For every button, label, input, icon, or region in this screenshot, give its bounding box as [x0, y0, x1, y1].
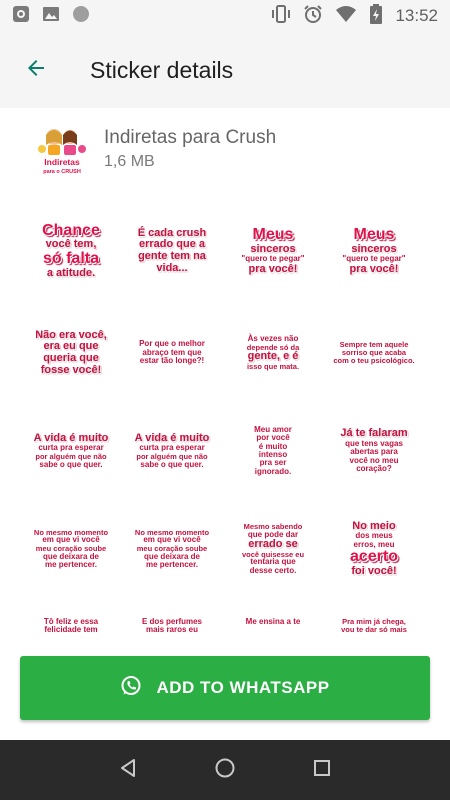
sticker-text-line: Meus [252, 225, 294, 243]
sticker-text-line: dos meus [355, 531, 393, 541]
sticker-item[interactable] [230, 206, 316, 296]
sticker-text-line: em que vi você [143, 535, 201, 545]
pack-header [0, 118, 450, 180]
status-bar [0, 0, 450, 32]
sticker-item[interactable] [230, 608, 316, 648]
sticker-text-line: errado se [248, 538, 298, 551]
sticker-text-line: No mesmo momento [33, 527, 109, 537]
sticker-text-line: abertas para [350, 447, 398, 457]
sticker-text-line: coração? [356, 464, 392, 474]
sticker-text-line: me pertencer. [44, 560, 98, 570]
sticker-text-line: "quero te pegar" [342, 254, 406, 264]
bottom-area [0, 648, 450, 740]
sticker-item[interactable] [331, 504, 417, 594]
sticker-item[interactable] [28, 206, 114, 296]
sticker-text-line: a atitude. [46, 266, 96, 279]
pack-logo [36, 123, 88, 175]
sticker-text-line: A vida é muito [33, 431, 109, 444]
sticker-text-line: curta pra esperar [38, 443, 104, 453]
sticker-text-line: por você [256, 433, 290, 443]
sticker-item[interactable] [28, 608, 114, 648]
sticker-text-line: intenso [258, 450, 288, 459]
sticker-text-line: E dos perfumes [141, 617, 202, 626]
sticker-text-line: gente tem na [138, 250, 206, 262]
sticker-item[interactable] [230, 504, 316, 594]
sticker-text-line: Chance [42, 221, 100, 239]
sticker-item[interactable] [129, 608, 215, 648]
sticker-text-line: pra você! [248, 262, 298, 275]
home-circle-icon [214, 757, 236, 784]
sticker-text-line: abraço tem que [142, 347, 202, 357]
sticker-text-line: Sempre tem aquele [339, 340, 409, 350]
recents-square-icon [311, 757, 333, 784]
sticker-text-line: você no meu [349, 455, 399, 465]
sticker-text-line: é muito [258, 441, 288, 451]
image-icon [42, 5, 60, 28]
sticker-text-line: você tem, [45, 238, 97, 251]
sticker-text-line: era eu que [43, 340, 99, 353]
sticker-text-line: A vida é muito [134, 431, 210, 444]
sticker-item[interactable] [331, 206, 417, 296]
nav-bar [0, 740, 450, 800]
back-triangle-icon [117, 757, 139, 784]
svg-text:para o CRUSH: para o CRUSH [43, 169, 81, 175]
vibrate-icon [271, 5, 291, 28]
sticker-text-line: isso que mata. [246, 361, 300, 371]
sticker-text-line: Meu amor [254, 424, 292, 434]
sticker-item[interactable] [28, 406, 114, 496]
sticker-text-line: fosse você! [40, 363, 102, 376]
sticker-text-line: que deixara de [143, 551, 201, 561]
sticker-text-line: estar tão longe?! [139, 356, 205, 366]
battery-icon [369, 4, 383, 29]
sticker-text-line: que deixara de [42, 551, 100, 561]
sticker-text-line: vou te dar só mais [341, 624, 407, 634]
sticker-item[interactable] [331, 608, 417, 648]
nav-back-button[interactable] [108, 750, 148, 790]
svg-text:Indiretas: Indiretas [44, 157, 80, 167]
status-time: 13:52 [395, 6, 438, 25]
circle-icon [72, 5, 90, 28]
sticker-text-line: erros, meu [353, 539, 395, 549]
whatsapp-icon [120, 675, 142, 702]
pack-size: 1,6 MB [104, 153, 155, 170]
page-title: Sticker details [90, 56, 234, 83]
add-to-whatsapp-label: ADD TO WHATSAPP [156, 678, 330, 697]
sticker-text-line: ignorado. [254, 466, 292, 476]
sticker-item[interactable] [129, 308, 215, 398]
sticker-text-line: Não era você, [35, 328, 107, 341]
pack-name: Indiretas para Crush [104, 127, 277, 148]
sticker-text-line: Meus [353, 225, 395, 243]
sticker-text-line: sinceros [351, 242, 397, 255]
sticker-text-line: Por que o melhor [139, 339, 205, 349]
sticker-item[interactable] [129, 504, 215, 594]
sticker-text-line: que tens vagas [345, 438, 403, 448]
sticker-item[interactable] [331, 406, 417, 496]
sticker-text-line: curta pra esperar [139, 443, 205, 453]
sticker-text-line: Às vezes não [247, 334, 299, 344]
sticker-text-line: foi você! [351, 564, 397, 577]
sticker-text-line: sinceros [250, 242, 296, 255]
sticker-item[interactable] [28, 308, 114, 398]
sticker-text-line: pra você! [349, 262, 399, 275]
sticker-item[interactable] [331, 308, 417, 398]
sticker-text-line: pra ser [259, 458, 287, 468]
sticker-text-line: Tô feliz e essa [43, 617, 99, 626]
sticker-text-line: desse certo. [249, 565, 297, 575]
sticker-text-line: felicidade tem [44, 625, 98, 635]
sticker-text-line: depende só da [246, 342, 300, 352]
sticker-grid [0, 200, 450, 648]
back-button[interactable] [12, 46, 60, 94]
sticker-text-line: só falta [42, 250, 99, 267]
sticker-text-line: Me ensina a te [245, 617, 301, 626]
sticker-item[interactable] [129, 206, 215, 296]
sticker-text-line: acerto [349, 547, 399, 565]
status-left [12, 5, 90, 28]
sticker-text-line: sabe o que quer. [140, 459, 204, 469]
app-bar [0, 32, 450, 108]
sticker-text-line: Já te falaram [340, 427, 408, 440]
sticker-text-line: por alguém que não [136, 451, 208, 461]
sticker-text-line: meu coração soube [136, 543, 208, 553]
sticker-item[interactable] [230, 308, 316, 398]
sticker-text-line: gente, e é [247, 350, 299, 363]
sticker-text-line: por alguém que não [35, 451, 107, 461]
sticker-text-line: É cada crush [137, 226, 207, 239]
sticker-text-line: No mesmo momento [134, 527, 210, 537]
sticker-text-line: em que vi você [42, 535, 100, 545]
sticker-text-line: No meio [352, 519, 396, 532]
sticker-text-line: errado que a [138, 238, 206, 251]
sticker-text-line: com o teu psicológico. [333, 355, 415, 365]
sticker-text-line: tentaria que [250, 557, 296, 567]
sticker-text-line: Pra mim já chega, [342, 617, 406, 626]
sticker-text-line: sabe o que quer. [39, 459, 103, 469]
add-to-whatsapp-button[interactable] [20, 656, 430, 720]
sticker-text-line: sorriso que acaba [341, 348, 407, 358]
sticker-item[interactable] [230, 406, 316, 496]
pack-info [104, 127, 276, 171]
wifi-icon [335, 5, 357, 28]
sticker-text-line: vida... [156, 261, 188, 274]
sticker-text-line: que pode dar [247, 529, 299, 539]
sticker-text-line: você quisesse eu [241, 549, 305, 559]
screencast-icon [12, 5, 30, 28]
sticker-text-line: Mesmo sabendo [243, 521, 303, 531]
status-right [271, 4, 438, 29]
alarm-icon [303, 4, 323, 29]
sticker-item[interactable] [129, 406, 215, 496]
nav-recents-button[interactable] [302, 750, 342, 790]
sticker-text-line: queria que [43, 352, 99, 364]
sticker-item[interactable] [28, 504, 114, 594]
nav-home-button[interactable] [205, 750, 245, 790]
sticker-text-line: meu coração soube [35, 543, 107, 553]
arrow-back-icon [24, 56, 48, 85]
sticker-text-line: "quero te pegar" [241, 254, 305, 264]
sticker-text-line: me pertencer. [145, 560, 199, 570]
sticker-text-line: mais raros eu [145, 625, 199, 635]
